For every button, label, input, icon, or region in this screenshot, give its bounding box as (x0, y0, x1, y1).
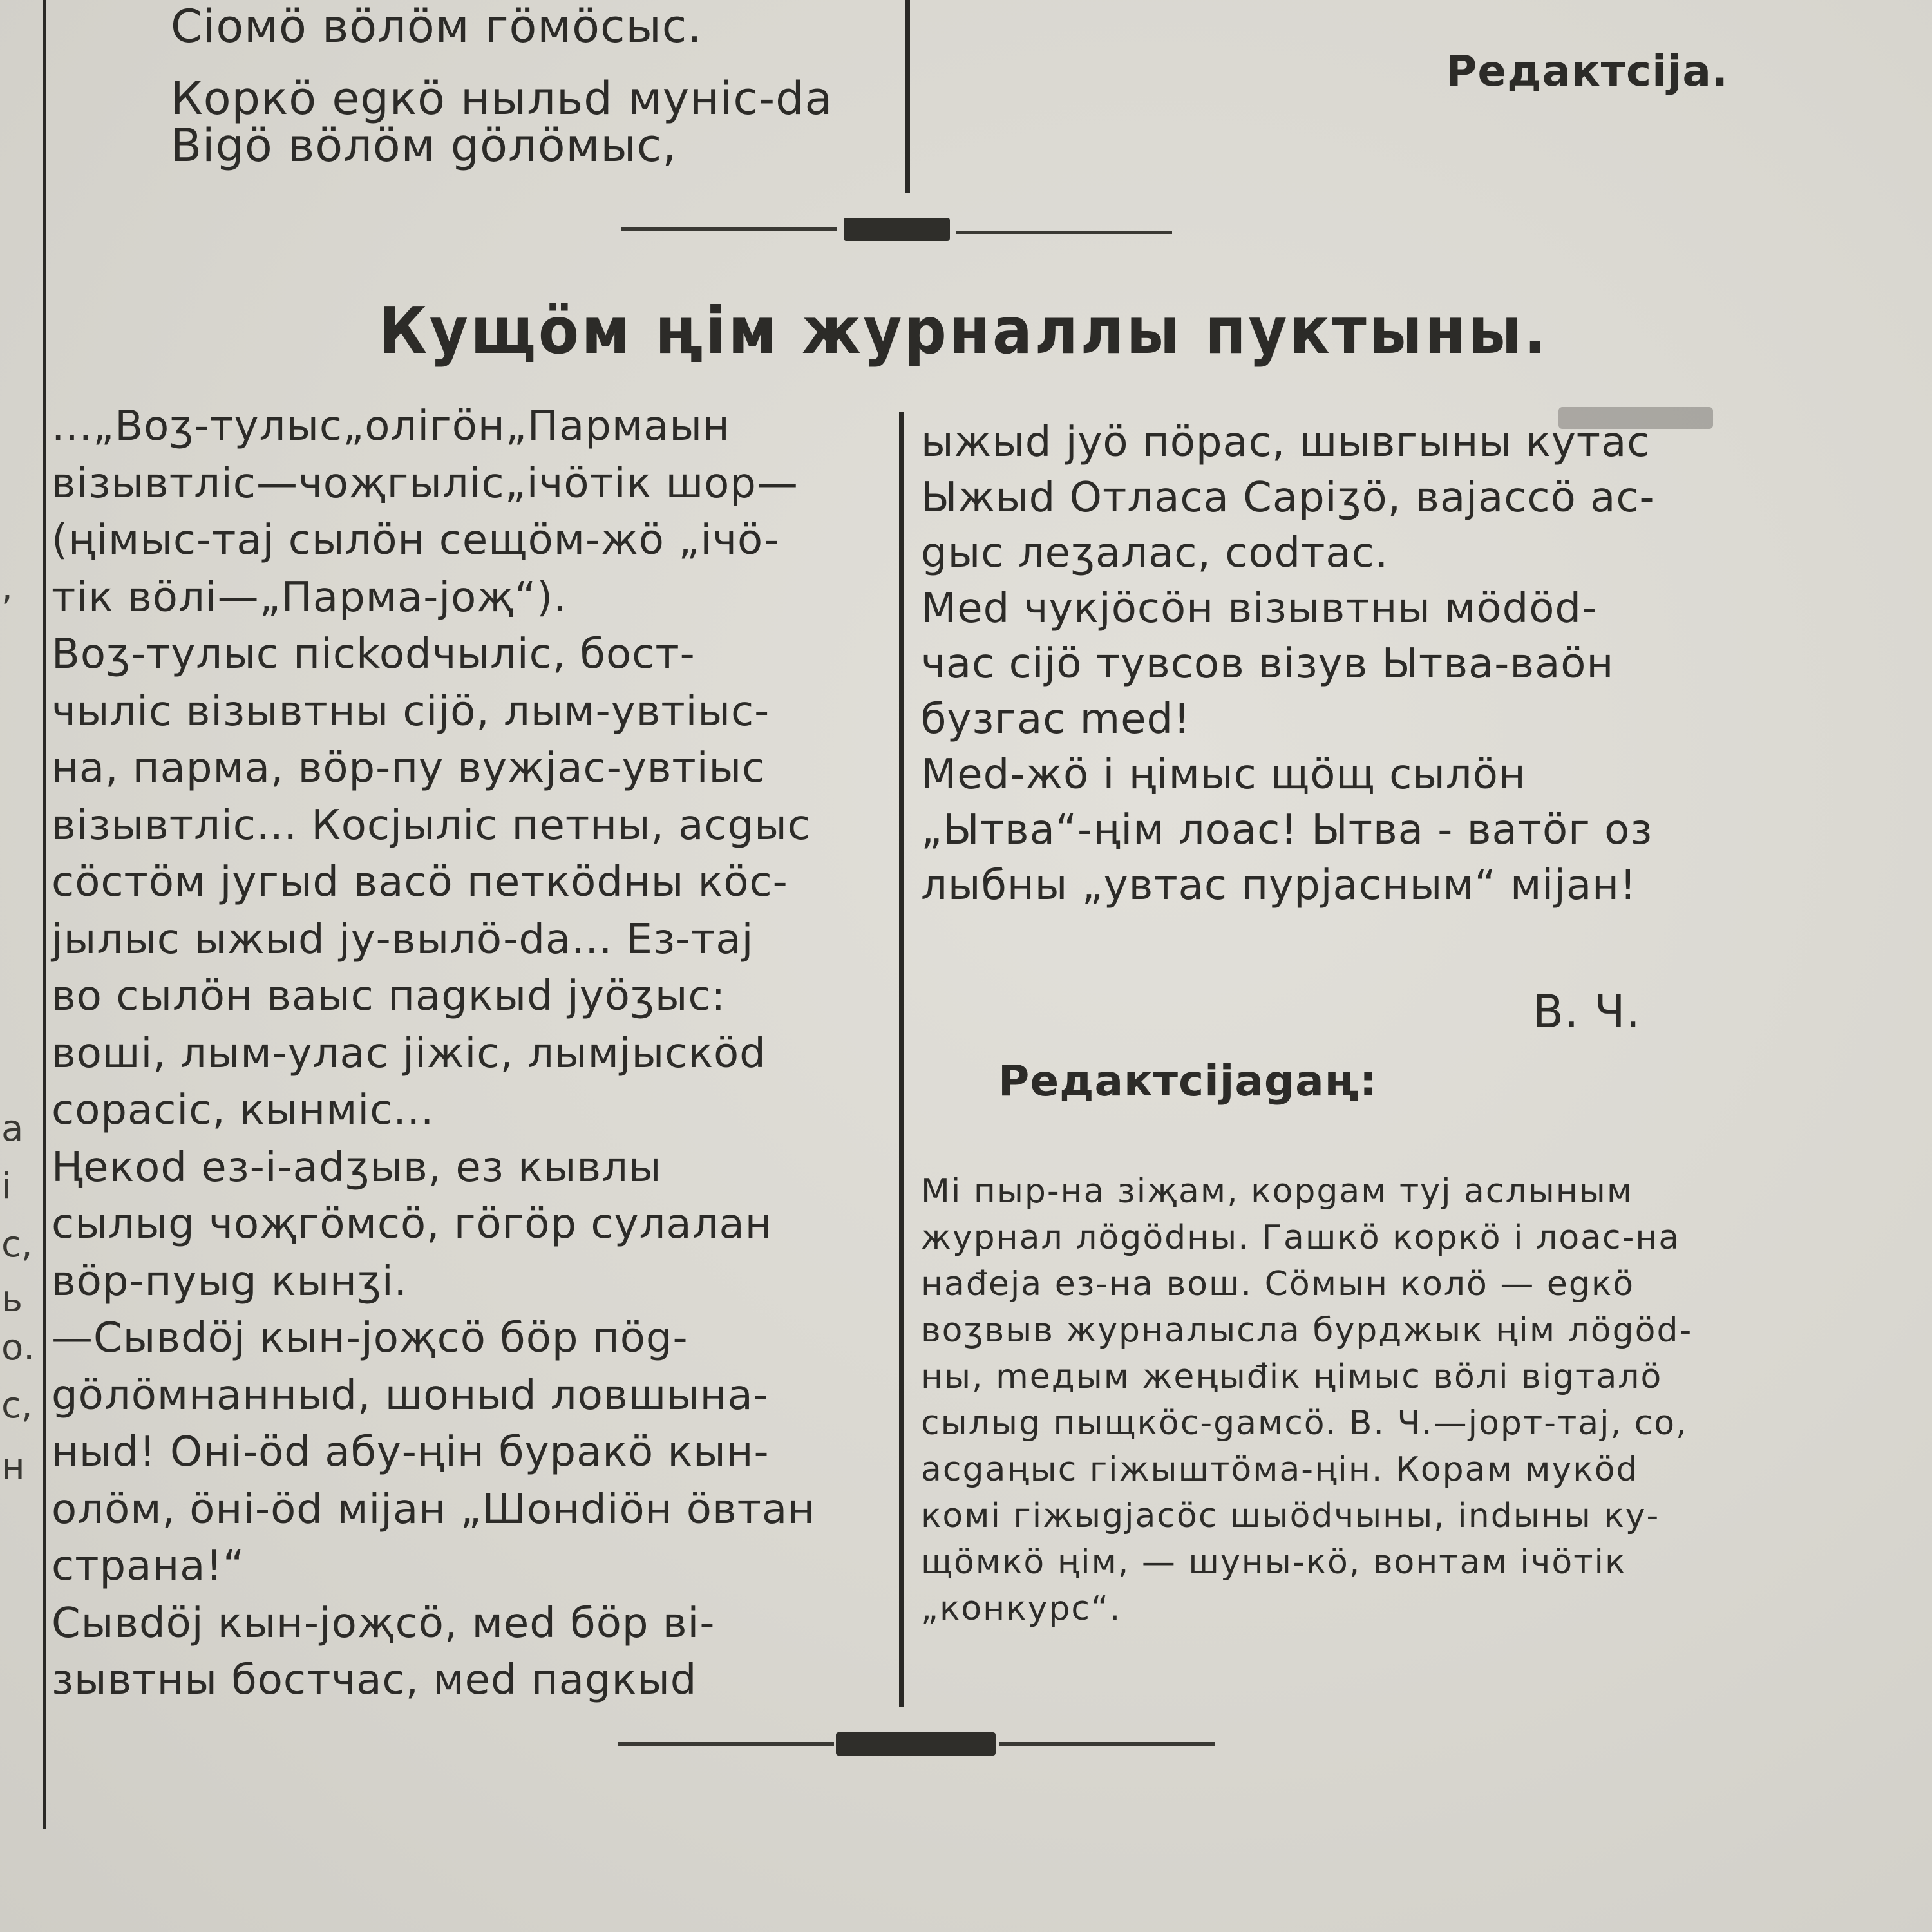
text-line: на, парма, вöр-пу вужјас-увтіыс (52, 744, 766, 792)
poem-line: Bigö вöлöм göлöмыс, (171, 119, 677, 172)
text-line: олöм, öні-öd мiјан „Шонdiöн öвтан (52, 1485, 815, 1533)
text-line: —Сывdöј кын-јоҗсö бöр пög- (52, 1314, 688, 1362)
text-line: візывтліс... Косјыліс петны, асgыс (52, 801, 811, 849)
text-line: воӡвыв журналысла бурджык ңім лögöd- (921, 1311, 1693, 1350)
text-line: Med чукјöсöн візывтны мödöd- (921, 585, 1598, 632)
left-column-rule (43, 0, 46, 1829)
text-line: ...„Воӡ-тулыс„олігöн„Пармаын (52, 402, 730, 450)
text-line: göлöмнанныd, шоныd ловшына- (52, 1371, 769, 1419)
article-author: В. Ч. (1533, 985, 1641, 1038)
margin-fragment: с, (1, 1224, 33, 1265)
text-line: лыбны „увтас пурјасным“ мiјан! (921, 862, 1637, 909)
text-line: візывтліс—чоҗгыліс„ічöтік шор— (52, 459, 799, 507)
ink-smudge (1558, 407, 1713, 429)
text-line: Мі пыр-на зіҗам, корgам туј аслыным (921, 1172, 1634, 1211)
text-line: сöстöм југыd васö петкödны кöс- (52, 858, 788, 906)
article-column-divider (899, 412, 904, 1707)
poem-line: Сiомö вöлöм гöмöсыс. (171, 0, 703, 53)
text-line: сылыg чоҗгöмсö, гöгöр сулалан (52, 1200, 773, 1248)
margin-fragment: ь (1, 1278, 23, 1320)
margin-fragment: , (1, 567, 13, 609)
editorial-heading: Редактсijаgаң: (998, 1056, 1378, 1106)
text-line: бузгас med! (921, 696, 1191, 743)
text-line: Сывdöј кын-јоҗсö, мed бöр ві- (52, 1599, 715, 1647)
top-column-divider (905, 0, 910, 193)
margin-fragment: с, (1, 1385, 33, 1426)
text-line: зывтны бостчас, мed паgкыd (52, 1656, 697, 1704)
text-line: час сiјö тувсов візув Ытва-ваöн (921, 640, 1615, 688)
article-headline: Кущöм ңім журналлы пуктыны. (379, 293, 1549, 368)
text-line: Воӡ-тулыс пісkodчыліс, бост- (52, 630, 696, 678)
text-line: страна!“ (52, 1542, 245, 1590)
text-line: вошi, лым-улас јiжiс, лымјыскöd (52, 1029, 766, 1077)
text-line: „конкурс“. (921, 1589, 1122, 1628)
text-line: јылыс ыжыd ју-вылö-dа... Ез-тај (52, 915, 754, 963)
text-line: ны, meдым жеңыđік ңімыс вöлі віgталö (921, 1358, 1663, 1396)
text-line: вöр-пуыg кынӡі. (52, 1257, 408, 1305)
text-line: комі гіжыgјасöс шыödчыны, іndыны ку- (921, 1497, 1660, 1535)
text-line: Ңекоd ез-i-аdӡыв, ез кывлы (52, 1143, 662, 1191)
text-line: сорасіс, кынміс... (52, 1086, 435, 1134)
text-line: ныd! Оні-öd абу-ңін буракö кын- (52, 1428, 770, 1476)
poem-line: Коркö еgкö ныльd муніс-dа (171, 72, 833, 125)
margin-fragment: i (1, 1166, 12, 1208)
text-line: тік вöлі—„Парма-joҗ“). (52, 573, 567, 621)
text-line: Ыжыd Отласа Саріӡö, вајассö ас- (921, 474, 1655, 522)
text-line: gыс леӡалас, соdтас. (921, 529, 1389, 577)
text-line: ыжыd јуö пöрас, шывгыны кутас (921, 419, 1651, 466)
margin-fragment: а (1, 1108, 24, 1150)
text-line: (ңімыс-тај сылöн сещöм-жö „ічö- (52, 516, 780, 564)
text-line: наđеја ез-на вош. Сöмын колö — еgкö (921, 1265, 1635, 1303)
text-line: чыліс візывтны сіјö, лым-увтіыс- (52, 687, 770, 735)
text-line: щöмкö ңім, — шуны-кö, вонтам ічöтік (921, 1543, 1627, 1582)
text-line: „Ытва“-ңім лоас! Ытва - ватöг оз (921, 806, 1653, 854)
text-line: сылыg пыщкöс-gамсö. В. Ч.—јорт-тај, со, (921, 1404, 1688, 1443)
text-line: Med-жö і ңімыс щöщ сылöн (921, 751, 1526, 799)
text-line: асgаңыс гіжыштöма-ңін. Корам мукöd (921, 1450, 1639, 1489)
text-line: журнал лögödны. Гашкö коркö і лоас-на (921, 1218, 1681, 1257)
text-line: во сылöн ваыс паgкыd јуöӡыс: (52, 972, 726, 1020)
signature-top: Редактсija. (1446, 46, 1729, 96)
margin-fragment: о. (1, 1327, 35, 1368)
margin-fragment: н (1, 1446, 25, 1488)
